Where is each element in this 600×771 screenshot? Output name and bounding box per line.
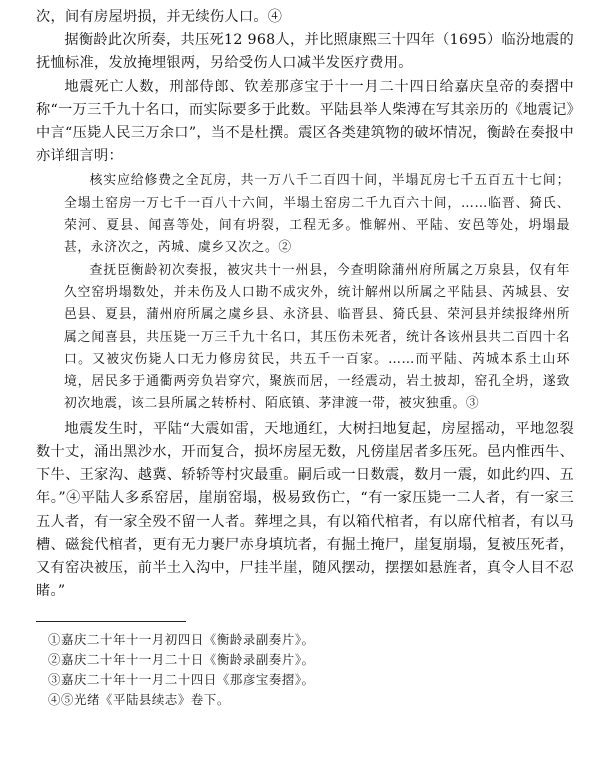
paragraph-casualty-report: 据衡龄此次所奏，共压死12 968人，并比照康熙三十四年（1695）临汾地震的抚恤标准，发放掩埋银两，另给受伤人口减半发医疗费用。 [36,32,574,72]
footnote-item: ④⑤光绪《平陆县续志》卷下。 [48,692,230,708]
paragraph-death-toll: 地震死亡人数，刑部侍郎、钦差那彦宝于十一月二十四日给嘉庆皇帝的奏摺中称“一万三千九十名口，而实际要多于此数。平陆县举人柴溥在写其亲历的《地震记》中言“压毙人民三万余口”，当不是杜撰。震区各类建筑物的破坏情况，衡龄在奏报中亦详细言明： [36,78,574,165]
quote-building-damage: 核实应给修费之全瓦房，共一万八千二百四十间，半塌瓦房七千五百五十七间；全塌土窑房一万七千一百八十六间，半塌土窑房二千九百六十间，……临晋、猗氏、荣河、夏县、闻喜等处，间有坍裂，工程无多。惟解州、平陆、安邑等处，坍塌最甚，永济次之，芮城、虞乡又次之。② [64,173,570,256]
paragraph-continuation: 次，间有房屋坍损，并无续伤人口。④ [36,9,283,25]
quote-disaster-summary: 查抚臣衡龄初次奏报，被灾共十一州县，今查明除蒲州府所属之万泉县，仅有年久空窑坍塌数处，并未伤及人口勘不成灾外，统计解州以所属之平陆县、芮城县、安邑县、夏县，蒲州府所属之虞乡县、永济县、临晋县、猗氏县、荣河县并续报绛州所属之闻喜县，共压毙一万三千九十名口，其压伤未死者，统计各该州县共二百四十名口。又被灾伤毙人口无力修房贫民，共五千一百家。……而平陆、芮城本系土山环境，居民多于通衢两旁负岩穿穴，聚族而居，一经震动，岩土披却，窑孔全坍，遂致初次地震，该二县所属之转桥村、陌底镇、茅津渡一带，被灾独重。③ [64,262,570,412]
paragraph-earthquake-description: 地震发生时，平陆“大震如雷，天地通红，大树扫地复起，房屋摇动，平地忽裂数十丈，涌出黑沙水，开而复合，损坏房屋无数，凡傍崖居者多压死。邑内惟西牛、下牛、王家沟、越冀、轿轿等村灾最重。嗣后或一日数震，数月一震，如此约四、五年。”④平陆人多系窑居，崖崩窑塌，极易致伤亡，“有一家压毙一二人者，有一家三五人者，有一家全殁不留一人者。葬埋之具，有以箱代棺者，有以席代棺者，有以马槽、磁瓮代棺者，更有无力裹尸赤身填坑者，有掘土掩尸，崖复崩塌，复被压死者，又有窑决被压，前半土入沟中，尸挂半崖，随风摆动，摆摆如悬旌者，真令人目不忍睹。” [36,420,574,600]
footnote-divider [36,621,186,622]
footnote-item: ③嘉庆二十年十一月二十四日《那彦宝奏摺》。 [48,672,315,688]
footnote-item: ①嘉庆二十年十一月初四日《衡龄录副奏片》。 [48,632,315,648]
footnotes [36,630,574,710]
footnote-item: ②嘉庆二十年十一月二十日《衡龄录副奏片》。 [48,652,315,668]
